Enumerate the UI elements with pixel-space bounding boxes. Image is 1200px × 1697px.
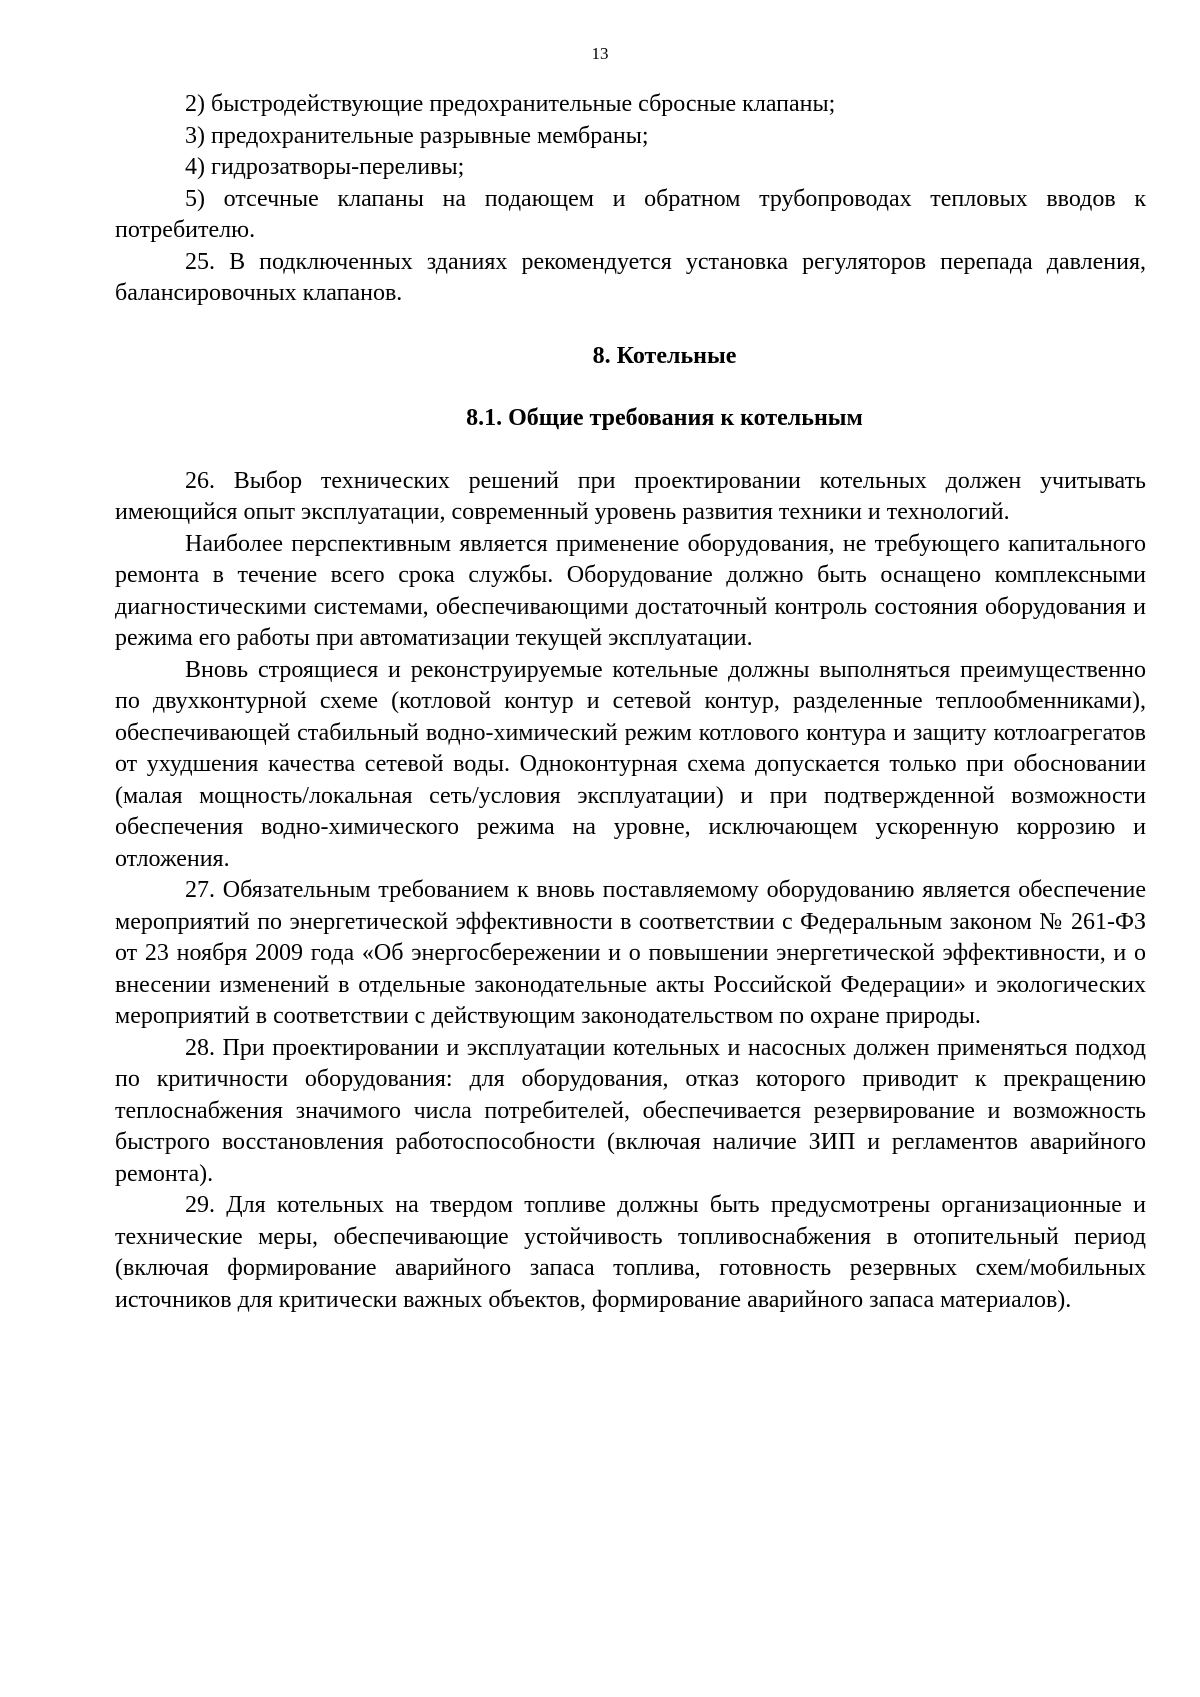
- section-heading: 8. Котельные: [592, 342, 737, 369]
- list-item: 2) быстродействующие предохранительные сбросные клапаны;: [185, 91, 836, 117]
- paragraph-27: 27. Обязательным требованием к вновь поставляемому оборудованию является обеспечение мероприятий по энергетической эффективности в соответствии с Федеральным законом № 261-ФЗ от 23 ноября 2009 года «Об энергосбережении и о повышении энергетической эффективности, и о внесении изменений в отдельные законодательные акты Российской Федерации» и экологических мероприятий в соответствии с действующим законодательством по охране природы.: [115, 877, 1146, 1029]
- subsection-heading: 8.1. Общие требования к котельным: [466, 405, 863, 431]
- list-item: 4) гидрозатворы-переливы;: [185, 154, 465, 180]
- paragraph-26: 26. Выбор технических решений при проектировании котельных должен учитывать имеющийся опыт эксплуатации, современный уровень развития техники и технологий.: [115, 467, 1146, 525]
- paragraph-26-scheme: Вновь строящиеся и реконструируемые котельные должны выполняться преимущественно по двухконтурной схеме (котловой контур и сетевой контур, разделенные теплообменниками), обеспечивающей стабильный водно-химический режим котлового контура и защиту котлоагрегатов от ухудшения качества сетевой воды. Одноконтурная схема допускается только при обосновании (малая мощность/локальная сеть/условия эксплуатации) и при подтвержденной возможности обеспечения водно-химического режима на уровне, исключающем ускоренную коррозию и отложения.: [115, 656, 1146, 872]
- page-number: 13: [591, 44, 609, 63]
- paragraph-29: 29. Для котельных на твердом топливе должны быть предусмотрены организационные и технические меры, обеспечивающие устойчивость топливоснабжения в отопительный период (включая формирование аварийного запаса топлива, готовность резервных схем/мобильных источников для критически важных объектов, формирование аварийного запаса материалов).: [115, 1192, 1146, 1313]
- paragraph-28: 28. При проектировании и эксплуатации котельных и насосных должен применяться подход по критичности оборудования: для оборудования, отказ которого приводит к прекращению теплоснабжения значимого числа потребителей, обеспечивается резервирование и возможность быстрого восстановления работоспособности (включая наличие ЗИП и регламентов аварийного ремонта).: [115, 1034, 1146, 1187]
- list-item: 3) предохранительные разрывные мембраны;: [185, 122, 649, 149]
- paragraph-25: 25. В подключенных зданиях рекомендуется установка регуляторов перепада давления, балансировочных клапанов.: [115, 248, 1146, 306]
- paragraph-26-continued: Наиболее перспективным является применение оборудования, не требующего капитального ремонта в течение всего срока службы. Оборудование должно быть оснащено комплексными диагностическими системами, обеспечивающими достаточный контроль состояния оборудования и режима его работы при автоматизации текущей эксплуатации.: [115, 530, 1146, 651]
- list-item: 5) отсечные клапаны на подающем и обратном трубопроводах тепловых вводов к потребителю.: [115, 185, 1146, 243]
- document-body: [115, 89, 1146, 1316]
